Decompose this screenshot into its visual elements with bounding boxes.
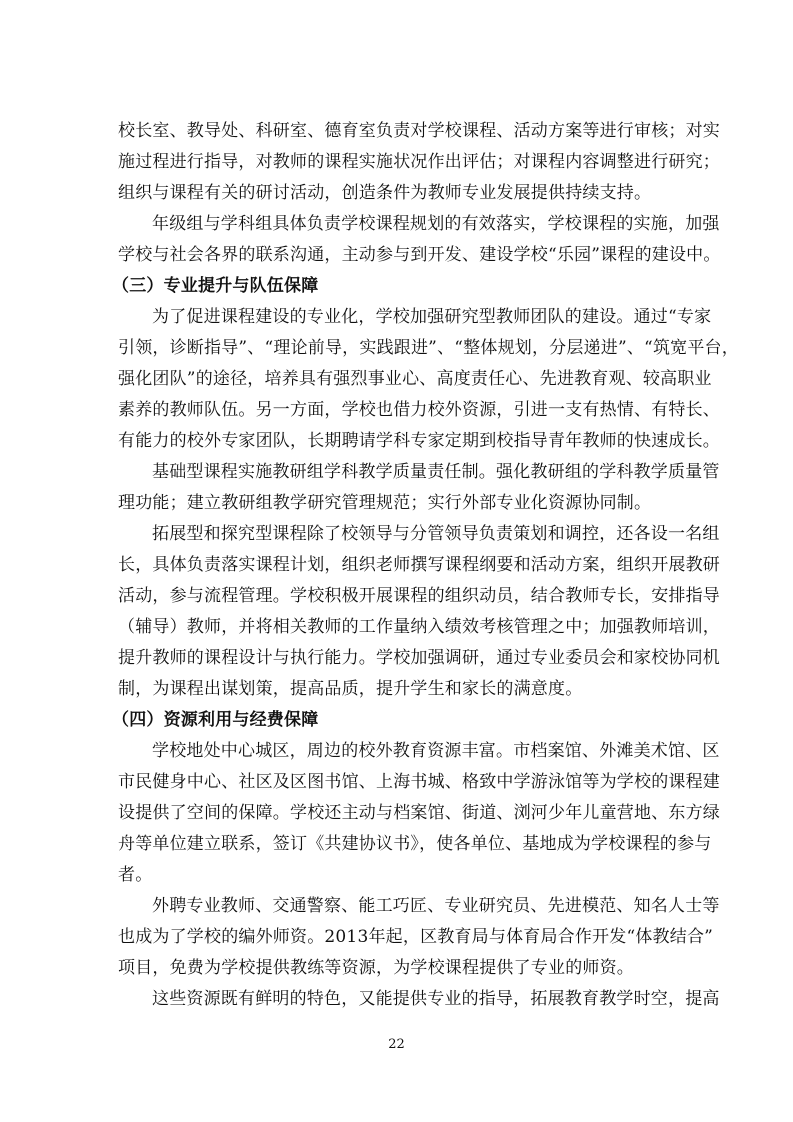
text-line: 有能力的校外专家团队，长期聘请学科专家定期到校指导青年教师的快速成长。	[118, 431, 720, 451]
text-line: 年级组与学科组具体负责学校课程规划的有效落实，学校课程的实施，加强	[152, 214, 720, 234]
page-number: 22	[388, 1037, 405, 1052]
text-line: 校长室、教导处、科研室、德育室负责对学校课程、活动方案等进行审核；对实	[118, 121, 720, 141]
paragraph	[118, 984, 720, 1015]
text-line: 强化团队”的途径，培养具有强烈事业心、高度责任心、先进教育观、较高职业	[118, 369, 712, 389]
paragraph	[118, 116, 720, 209]
text-line: 引领，诊断指导”、“理论前导，实践跟进”、“整体规划，分层递进”、“筑宽平台，	[118, 338, 739, 358]
text-line: 学校地处中心城区，周边的校外教育资源丰富。市档案馆、外滩美术馆、区	[152, 741, 720, 761]
text-line: 提升教师的课程设计与执行能力。学校加强调研，通过专业委员会和家校协同机	[118, 648, 720, 668]
paragraph	[118, 209, 721, 271]
text-line: 制，为课程出谋划策，提高品质，提升学生和家长的满意度。	[118, 679, 583, 699]
text-line: 也成为了学校的编外师资。2013年起，区教育局与体育局合作开发“体教结合”	[118, 927, 714, 947]
text-line: 为了促进课程建设的专业化，学校加强研究型教师团队的建设。通过“专家	[152, 307, 712, 327]
text-line: 拓展型和探究型课程除了校领导与分管领导负责策划和调控，还各设一名组	[152, 524, 720, 544]
text-line: 舟等单位建立联系，签订《共建协议书》，使各单位、基地成为学校课程的参与	[118, 834, 712, 854]
text-line: 施过程进行指导，对教师的课程实施状况作出评估；对课程内容调整进行研究；	[118, 152, 720, 172]
text-line: 长，具体负责落实课程计划，组织老师撰写课程纲要和活动方案，组织开展教研	[118, 555, 720, 575]
text-line: 素养的教师队伍。另一方面，学校也借力校外资源，引进一支有热情、有特长、	[118, 400, 720, 420]
text-line: 外聘专业教师、交通警察、能工巧匠、专业研究员、先进模范、知名人士等	[152, 896, 720, 916]
text-line: 基础型课程实施教研组学科教学质量责任制。强化教研组的学科教学质量管	[152, 462, 720, 482]
text-line: 市民健身中心、社区及区图书馆、上海书城、格致中学游泳馆等为学校的课程建	[118, 772, 720, 792]
paragraph	[118, 457, 720, 519]
paragraph	[118, 891, 720, 984]
paragraph	[118, 519, 720, 705]
section-heading: （三）专业提升与队伍保障	[112, 276, 319, 296]
section-heading: （四）资源利用与经费保障	[112, 710, 319, 730]
text-line: 理功能；建立教研组教学研究管理规范；实行外部专业化资源协同制。	[118, 493, 652, 513]
text-line: 活动，参与流程管理。学校积极开展课程的组织动员，结合教师专长，安排指导	[118, 586, 720, 606]
page-body	[112, 116, 739, 1015]
text-line: 设提供了空间的保障。学校还主动与档案馆、街道、浏河少年儿童营地、东方绿	[118, 803, 720, 823]
paragraph	[118, 302, 739, 457]
text-line: 者。	[118, 865, 153, 885]
text-line: 这些资源既有鲜明的特色，又能提供专业的指导，拓展教育教学时空，提高	[152, 989, 720, 1009]
text-line: （辅导）教师，并将相关教师的工作量纳入绩效考核管理之中；加强教师培训，	[118, 617, 720, 637]
paragraph	[118, 736, 720, 891]
text-line: 项目，免费为学校提供教练等资源，为学校课程提供了专业的师资。	[118, 958, 634, 978]
text-line: 学校与社会各界的联系沟通，主动参与到开发、建设学校“乐园”课程的建设中。	[118, 245, 721, 265]
text-line: 组织与课程有关的研讨活动，创造条件为教师专业发展提供持续支持。	[118, 183, 652, 203]
